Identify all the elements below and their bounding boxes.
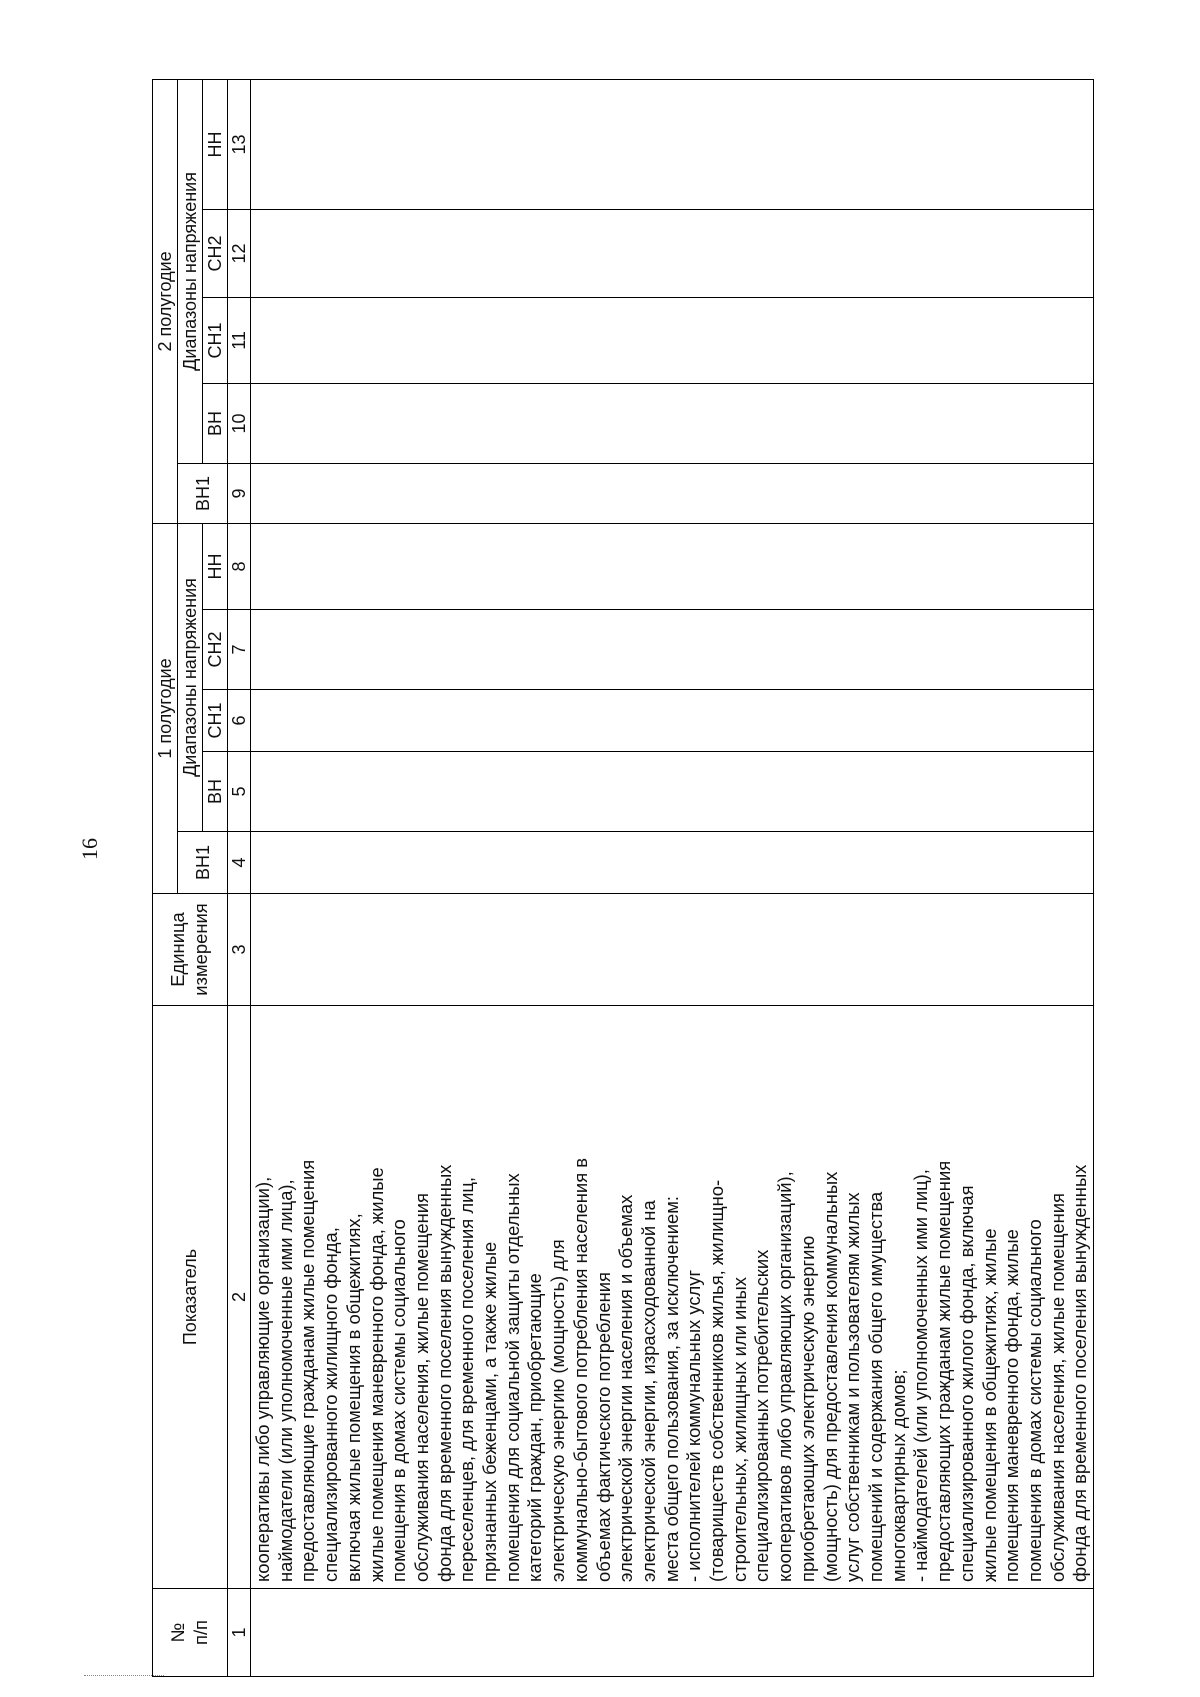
column-number: 8 [228,523,251,609]
header-h1-nn: НН [203,523,228,609]
unit-cell [251,894,1094,1006]
header-h2-sn1: СН1 [203,297,228,383]
column-number: 4 [228,832,251,894]
rotated-table-container [152,100,1118,1677]
value-cell [251,523,1094,609]
column-number: 3 [228,894,251,1006]
header-h2-vn1: ВН1 [178,463,228,523]
value-cell [251,752,1094,832]
indicator-text: кооперативы либо управляющие организации), наймодатели (или уполномоченные ими лица), предоставляющие гражданам жилые помещения специализированного жилищного фонда, включая жилые помещения в общежитиях, жилые помещения маневренного фонда, жилые помещения в домах системы социального обслуживания населения, жилые помещения фонда для временного поселения вынужденных переселенцев, для временного поселения лиц, признанных беженцами, а также жилые помещения для социальной защиты отдельных категорий граждан, приобретающие электрическую энергию (мощность) для коммунально-бытового потребления населения в объемах фактического потребления электрической энергии населения и объемах электрической энергии, израсходованной на места общего пользования, за исключением: - исполнителей коммунальных услуг (товариществ собственников жилья, жилищно- строительных, жилищных или иных специализированных потребительских кооперативов либо управляющих организаций), приобретающих электрическую энергию (мощность) для предоставления коммунальных услуг собственникам и пользователям жилых помещений и содержания общего имущества многоквартирных домов; - наймодателей (или уполномоченных ими лиц), предоставляющих гражданам жилые помещения специализированного жилого фонда, включая жилые помещения в общежитиях, жилые помещения маневренного фонда, жилые помещения в домах системы социального обслуживания населения, жилые помещения фонда для временного поселения вынужденных [252,1157,1091,1582]
header-h1-voltage-ranges: Диапазоны напряжения [178,523,203,831]
column-number: 13 [228,79,251,209]
header-h2-voltage-ranges: Диапазоны напряжения [178,79,203,463]
header-h1-vn: ВН [203,752,228,832]
rotated-table-sheet [152,100,1118,1677]
header-h2-sn2: СН2 [203,209,228,297]
value-cell [251,297,1094,383]
value-cell [251,610,1094,690]
header-row-1 [153,79,178,1676]
column-number-row [228,79,251,1676]
header-h2-vn: ВН [203,383,228,463]
tariff-table [152,79,1094,1677]
column-number: 1 [228,1589,251,1677]
column-number: 2 [228,1006,251,1589]
value-cell [251,383,1094,463]
column-number: 10 [228,383,251,463]
header-half-2: 2 полугодие [153,79,178,523]
header-h1-sn2: СН2 [203,610,228,690]
value-cell [251,463,1094,523]
header-h1-sn1: СН1 [203,690,228,752]
value-cell [251,832,1094,894]
row-number-cell [251,1589,1094,1677]
header-col-unit: Единица измерения [153,894,228,1006]
page-number: 16 [77,838,102,860]
column-number: 7 [228,610,251,690]
table-row [251,79,1094,1676]
column-number: 6 [228,690,251,752]
value-cell [251,209,1094,297]
header-col-num: № п/п [153,1589,228,1677]
column-number: 9 [228,463,251,523]
value-cell [251,690,1094,752]
column-number: 5 [228,752,251,832]
header-h2-nn: НН [203,79,228,209]
column-number: 12 [228,209,251,297]
column-number: 11 [228,297,251,383]
header-h1-vn1: ВН1 [178,832,228,894]
value-cell [251,79,1094,209]
header-col-indicator: Показатель [153,1006,228,1589]
header-half-1: 1 полугодие [153,523,178,893]
indicator-cell [251,1006,1094,1589]
